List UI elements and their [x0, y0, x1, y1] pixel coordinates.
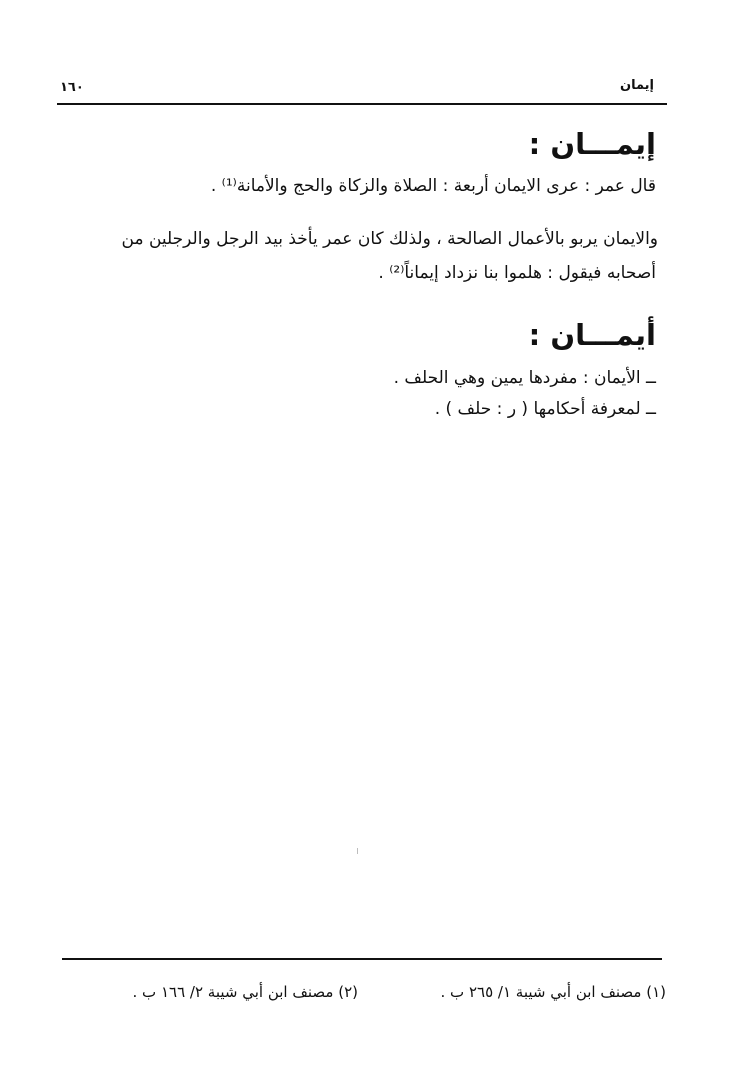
footnote-2: (٢) مصنف ابن أبي شيبة ٢/ ١٦٦ ب .: [132, 983, 358, 1001]
scan-speck: [357, 848, 358, 854]
footnote-divider: [62, 958, 662, 960]
entry-paragraph: قال عمر : عرى الايمان أربعة : الصلاة والزكاة والحج والأمانة⁽¹⁾ .: [210, 176, 656, 196]
page-number: ١٦٠: [60, 80, 84, 95]
entry-list-item: ــ لمعرفة أحكامها ( ر : حلف ) .: [434, 399, 656, 419]
entry-list-item: ــ الأيمان : مفردها يمين وهي الحلف .: [393, 368, 656, 388]
entry-headword-iman: إيمـــان :: [528, 127, 656, 161]
entry-headword-ayman: أيمـــان :: [528, 318, 656, 352]
entry-paragraph-continuation: أصحابه فيقول : هلموا بنا نزداد إيماناً⁽²⁾ .: [378, 263, 656, 283]
entry-paragraph: والايمان يربو بالأعمال الصالحة ، ولذلك كان عمر يأخذ بيد الرجل والرجلين من: [121, 229, 658, 249]
header-divider: [57, 103, 667, 105]
footnote-1: (١) مصنف ابن أبي شيبة ١/ ٢٦٥ ب .: [440, 983, 666, 1001]
running-header-title: إيمان: [619, 78, 654, 93]
